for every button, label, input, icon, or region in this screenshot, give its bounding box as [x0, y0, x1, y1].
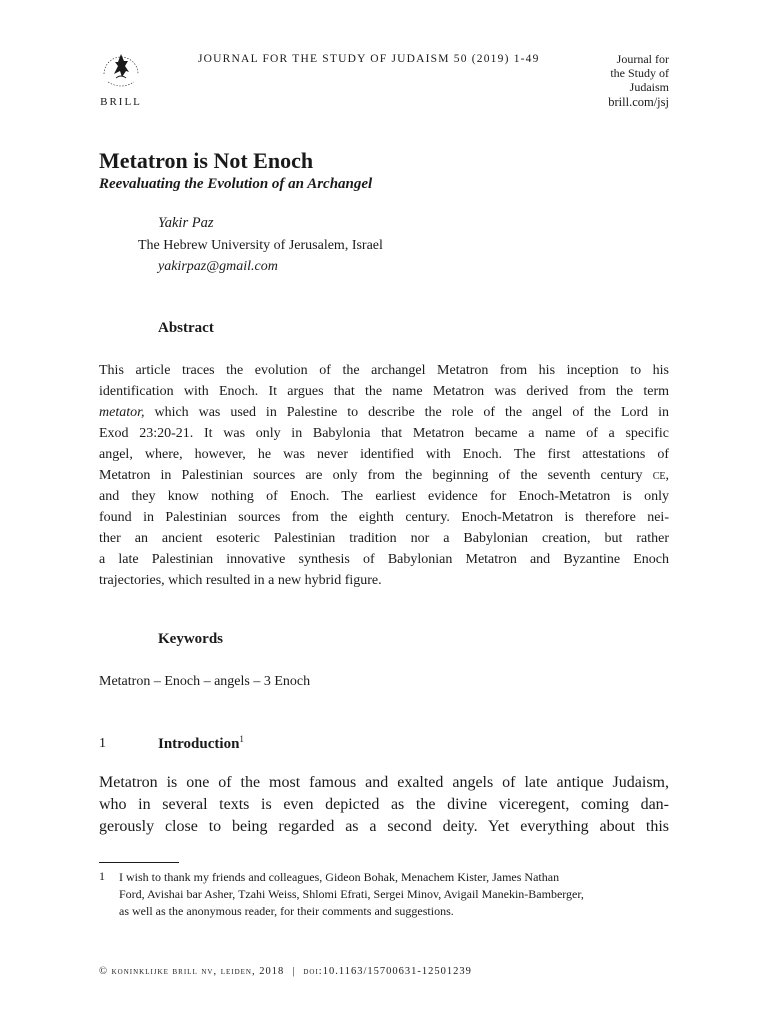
body-line: who in several texts is even depicted as the divine viceregent, coming dan-	[99, 796, 669, 813]
brill-seal-icon	[96, 44, 146, 96]
section-number: 1	[99, 736, 106, 751]
abstract-line: trajectories, which resulted in a new hybrid figure.	[99, 573, 382, 588]
abstract-text	[99, 360, 669, 591]
footnote-reference-link[interactable]: 1	[239, 734, 244, 744]
footnote-text	[119, 869, 669, 920]
keywords-heading: Keywords	[158, 631, 223, 647]
body-line: Metatron is one of the most famous and exalted angels of late antique Judaism,	[99, 774, 669, 791]
body-text	[99, 772, 669, 838]
author-affiliation: The Hebrew University of Jerusalem, Israel	[138, 238, 383, 253]
journal-name-line-3: Judaism	[629, 80, 669, 94]
footnote-line: I wish to thank my friends and colleagues, Gideon Bohak, Menachem Kister, James Nathan	[119, 870, 560, 884]
footnote-divider	[99, 862, 179, 863]
keywords-list: Metatron – Enoch – angels – 3 Enoch	[99, 674, 311, 689]
journal-citation: JOURNAL FOR THE STUDY OF JUDAISM 50 (2019) 1-49	[198, 53, 540, 65]
abstract-line: and they know nothing of Enoch. The earliest evidence for Enoch-Metatron is only	[99, 489, 669, 504]
abstract-line: angel, where, however, he was never identified with Enoch. The first attestations of	[99, 447, 669, 462]
doi-link[interactable]: doi:10.1163/15700631-12501239	[303, 966, 472, 977]
journal-name	[559, 52, 669, 94]
journal-name-line-1: Journal for	[616, 52, 669, 66]
abstract-line: metator, which was used in Palestine to describe the role of the angel of the Lord in	[99, 405, 670, 420]
body-line: gerously close to being regarded as a second deity. Yet everything about this	[99, 818, 669, 835]
abstract-line: ther an ancient esoteric Palestinian tradition nor a Babylonian creation, but rather	[99, 531, 669, 546]
footnote-line: Ford, Avishai bar Asher, Tzahi Weiss, Shlomi Efrati, Sergei Minov, Avigail Manekin-Bamberger,	[119, 887, 584, 901]
abstract-line: Exod 23:20-21. It was only in Babylonia that Metatron became a name of a specific	[99, 426, 669, 441]
page-footer	[99, 966, 472, 977]
footnote-number: 1	[99, 869, 105, 883]
abstract-line: Metatron in Palestinian sources are only from the beginning of the seventh century ce,	[99, 468, 670, 483]
abstract-heading: Abstract	[158, 320, 214, 336]
journal-name-line-2: the Study of	[610, 66, 669, 80]
abstract-line: This article traces the evolution of the archangel Metatron from his inception to his	[99, 363, 669, 378]
abstract-line: identification with Enoch. It argues that the name Metatron was derived from the term	[99, 384, 669, 399]
italic-term: metator,	[99, 405, 145, 420]
publisher-name: BRILL	[100, 96, 142, 108]
abstract-line: a late Palestinian innovative synthesis of Babylonian Metatron and Byzantine Enoch	[99, 552, 669, 567]
copyright-notice: © koninklijke brill nv, leiden, 2018	[99, 966, 285, 977]
section-title: Introduction$^1$	[158, 734, 244, 752]
author-name: Yakir Paz	[158, 215, 214, 231]
era-label: ce	[652, 468, 666, 483]
footnote-line: as well as the anonymous reader, for their comments and suggestions.	[119, 904, 454, 918]
author-email-link[interactable]: yakirpaz@gmail.com	[158, 259, 278, 274]
journal-url-link[interactable]: brill.com/jsj	[608, 95, 669, 109]
article-title: Metatron is Not Enoch	[99, 148, 314, 173]
abstract-line: found in Palestinian sources from the eighth century. Enoch-Metatron is therefore nei-	[99, 510, 669, 525]
footer-separator: |	[292, 966, 296, 977]
article-subtitle: Reevaluating the Evolution of an Archangel	[99, 176, 373, 192]
